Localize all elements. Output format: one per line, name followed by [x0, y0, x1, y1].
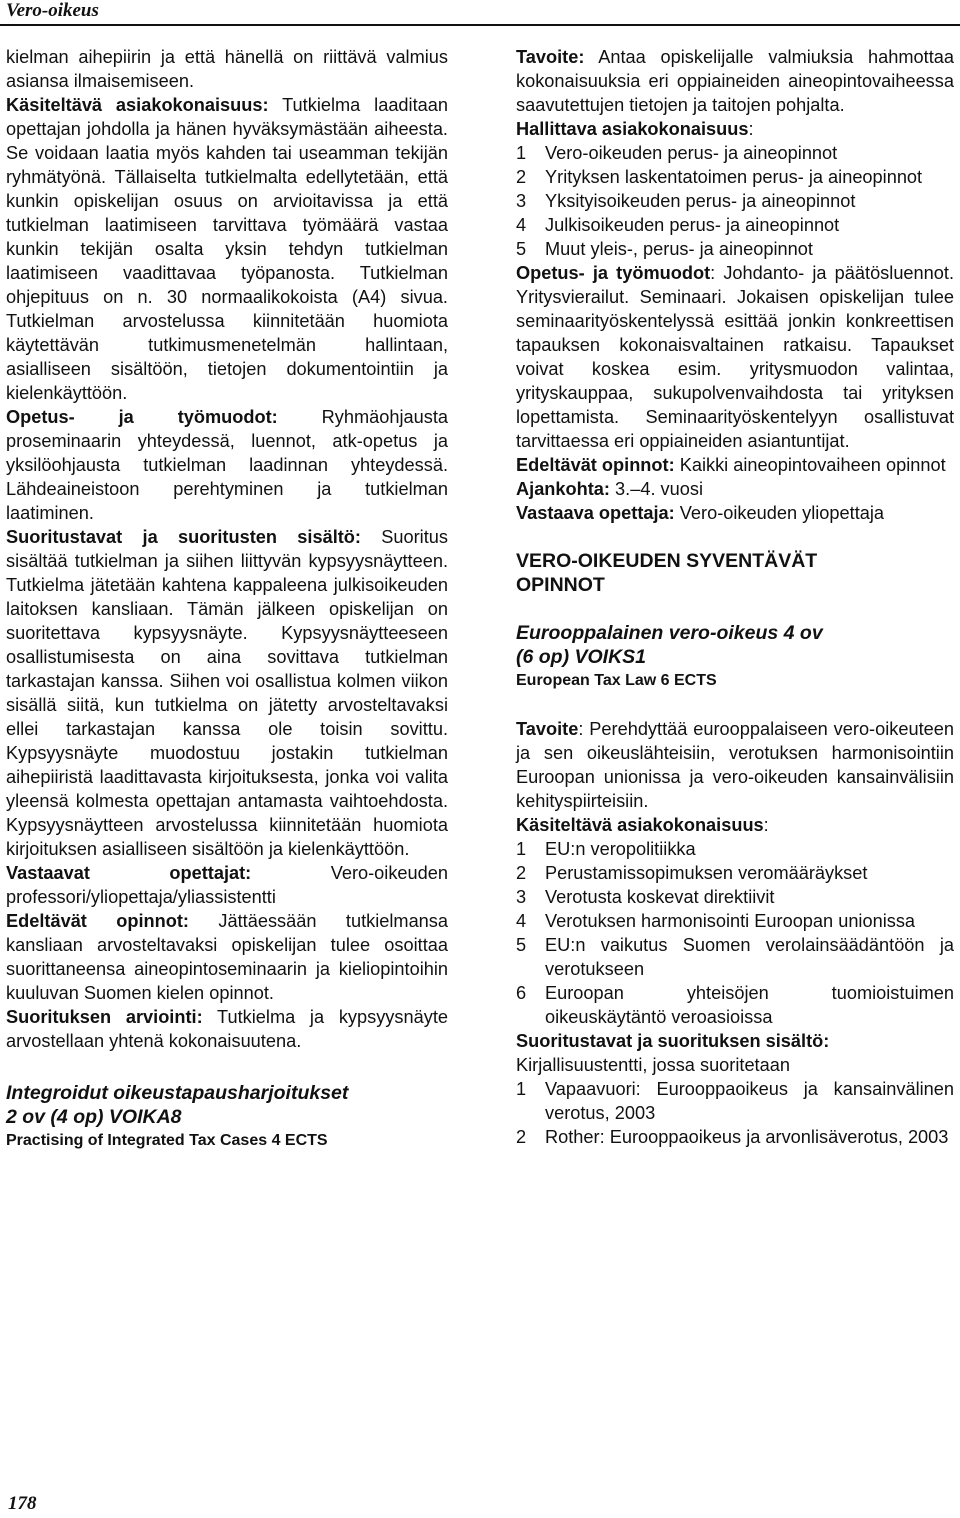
label-prerequisites: Edeltävät opinnot: [6, 911, 189, 931]
list-item: 2 Rother: Eurooppaoikeus ja arvonlisäverotus, 2003 [516, 1127, 949, 1147]
handled-list [516, 837, 954, 1029]
list-item: 6 Euroopan yhteisöjen tuomioistuimen oikeuskäytäntö veroasioissa [516, 983, 954, 1027]
label-prerequisites-right: Edeltävät opinnot: [516, 455, 675, 475]
managed-list [516, 141, 954, 261]
text-goal: Antaa opiskelijalle valmiuksia hahmottaa kokonaisuuksia eri oppiaineiden aineopintovaiheessa saavutettujen tietojen ja taitojen pohjalta. [516, 47, 954, 115]
list-item: 2 Perustamissopimuksen veromääräykset [516, 863, 868, 883]
course-title: Integroidut oikeustapausharjoitukset 2 ov (4 op) VOIKA8 [6, 1082, 349, 1128]
text-responsible: Vero-oikeuden professori/yliopettaja/yliassistentti [6, 863, 448, 907]
paragraph-subject [6, 93, 448, 405]
paragraph-prerequisites [6, 909, 448, 1005]
text-responsible-right: Vero-oikeuden yliopettaja [679, 503, 885, 523]
label-performance-right: Suoritustavat ja suorituksen sisältö: [516, 1031, 830, 1051]
label-goal-2: Tavoite [516, 719, 579, 739]
text-teaching: Ryhmäohjausta proseminaarin yhteydessä, luennot, atk-opetus ja yksilöohjausta tutkielman laadinnan yhteydessä. Lähdeaineistoon perehtyminen ja tutkielman laatiminen. [6, 407, 448, 523]
list-item: 2 Yrityksen laskentatoimen perus- ja aineopinnot [516, 167, 923, 187]
text-assessment: Tutkielma ja kypsyysnäyte arvostellaan yhtenä kokonaisuutena. [6, 1007, 448, 1051]
list-item: 3 Yksityisoikeuden perus- ja aineopinnot [516, 191, 856, 211]
label-teaching-right: Opetus- ja työmuodot [516, 263, 711, 283]
text-goal-2: : Perehdyttää eurooppalaiseen vero-oikeuteen ja sen oikeuslähteisiin, verotuksen harmonisointiin Euroopan unionissa ja vero-oikeuden kansainvälisiin kehityspiirteisiin. [516, 719, 954, 811]
label-timing: Ajankohta: [516, 479, 610, 499]
paragraph-performance [6, 525, 448, 861]
label-performance: Suoritustavat ja suoritusten sisältö: [6, 527, 361, 547]
paragraph-performance-right [516, 1029, 954, 1053]
paragraph-timing [516, 477, 954, 501]
label-teaching: Opetus- ja työmuodot: [6, 407, 278, 427]
paragraph-prerequisites-right [516, 453, 954, 477]
list-item: 1 Vapaavuori: Eurooppaoikeus ja kansainvälinen verotus, 2003 [516, 1079, 954, 1123]
paragraph-goal-2 [516, 717, 954, 813]
paragraph-teaching [6, 405, 448, 525]
left-column [6, 45, 448, 1153]
label-assessment: Suorituksen arviointi: [6, 1007, 203, 1027]
list-item: 1 Vero-oikeuden perus- ja aineopinnot [516, 143, 838, 163]
list-item: 1 EU:n veropolitiikka [516, 839, 696, 859]
paragraph-responsible-right [516, 501, 954, 525]
paragraph-handled: Käsiteltävä asiakokonaisuus: [516, 815, 769, 835]
spacer [516, 597, 954, 621]
paragraph-managed: Hallittava asiakokonaisuus: [516, 119, 754, 139]
page-number: 178 [8, 1493, 37, 1514]
label-goal: Tavoite: [516, 47, 585, 67]
running-title: Vero-oikeus [6, 0, 99, 21]
right-column [516, 45, 954, 1149]
list-item: 4 Julkisoikeuden perus- ja aineopinnot [516, 215, 840, 235]
text-subject: Tutkielma laaditaan opettajan johdolla ja hänen hyväksymästään aiheesta. Se voidaan laatia myös kahden tai useamman tekijän ryhmätyönä. Tällaiselta tutkielmalta edellytetään, että kunkin opiskelijan osuus on arvioitavissa ja että tutkielman laatimiseen tarvittava työmäärä vastaa kunkin tekijän osalta yksin tehdyn tutkielman laatimiseen vaadittavaa työpanosta. Tutkielman ohjepituus on n. 30 normaalikokoista (A4) sivua. Tutkielman arvostelussa kiinnitetään huomiota käytettävän tutkimusmenetelmän hallintaan, asialliseen sisältöön, tietojen dokumentointiin ja kielenkäyttöön. [6, 95, 448, 403]
label-subject: Käsiteltävä asiakokonaisuus: [6, 95, 269, 115]
label-responsible-right: Vastaava opettaja: [516, 503, 675, 523]
paragraph-responsible [6, 861, 448, 909]
paragraph-assessment [6, 1005, 448, 1053]
text-performance: Suoritus sisältää tutkielman ja siihen liittyvän kypsyysnäytteen. Tutkielma jätetään kahtena kappaleena julkisoikeuden laitoksen kansliaan. Tämän jälkeen opiskelijan on suoritettava kypsyysnäyte. Kypsyysnäytteeseen osallistumisesta on aina sovittava tutkielman tarkastajan kanssa. Siihen voi osallistua kolmen viikon sisällä siitä, kun tutkielma on jätetty arvosteltavaksi ellei tarkastajan kanssa ole toisin sovittu. Kypsyysnäyte muodostuu jostakin tutkielman aihepiiristä laadittavasta kirjoituksesta, jonka voi valita yleensä kolmesta opettajan antamasta vaihtoehdosta. Kypsyysnäytteen arvostelussa kiinnitetään huomiota kirjoituksen asialliseen sisältöön ja kielenkäyttöön. [6, 527, 448, 859]
reading-list [516, 1077, 954, 1149]
course-english-title-right: European Tax Law 6 ECTS [516, 672, 717, 689]
label-managed: Hallittava asiakokonaisuus [516, 119, 749, 139]
paragraph-intro: kielman aihepiirin ja että hänellä on riittävä valmius asiansa ilmaisemiseen. [6, 47, 448, 91]
text-performance-right: Kirjallisuustentti, jossa suoritetaan [516, 1055, 790, 1075]
list-item: 5 EU:n vaikutus Suomen verolainsäädäntöön ja verotukseen [516, 935, 954, 979]
label-handled: Käsiteltävä asiakokonaisuus [516, 815, 764, 835]
text-prerequisites: Jättäessään tutkielmansa kansliaan arvosteltavaksi opiskelijan tulee osoittaa suorittaneensa aineopintoseminaarin ja kieliopintoihin kuuluvan Suomen kielen opinnot. [6, 911, 449, 1003]
text-timing: 3.–4. vuosi [615, 479, 704, 499]
paragraph-teaching-right [516, 261, 954, 453]
section-heading: VERO-OIKEUDEN SYVENTÄVÄT OPINNOT [516, 550, 818, 596]
paragraph-goal [516, 45, 954, 117]
spacer [516, 525, 954, 549]
label-responsible: Vastaavat opettajat: [6, 863, 252, 883]
course-english-title: Practising of Integrated Tax Cases 4 ECTS [6, 1132, 328, 1149]
text-teaching-right: : Johdanto- ja päätösluennot. Yritysvierailut. Seminaari. Jokaisen opiskelijan tulee seminaarityöskentelyssä esittää jonkin konkreettisen tapauksen kokonaisvaltainen ratkaisu. Tapaukset voivat koskea esim. yritysmuodon valintaa, yrityskauppaa, sukupolvenvaihdosta tai yrityksen lopettamista. Seminaarityöskentelyyn osallistuvat tarvittaessa eri oppiaineiden asiantuntijat. [516, 263, 954, 451]
running-header [0, 0, 960, 26]
list-item: 4 Verotuksen harmonisointi Euroopan unionissa [516, 911, 916, 931]
text-prerequisites-right: Kaikki aineopintovaiheen opinnot [679, 455, 946, 475]
spacer [6, 1053, 448, 1081]
spacer [516, 693, 954, 717]
list-item: 3 Verotusta koskevat direktiivit [516, 887, 775, 907]
course-title-right: Eurooppalainen vero-oikeus 4 ov (6 op) VOIKS1 [516, 622, 823, 668]
list-item: 5 Muut yleis-, perus- ja aineopinnot [516, 239, 813, 259]
